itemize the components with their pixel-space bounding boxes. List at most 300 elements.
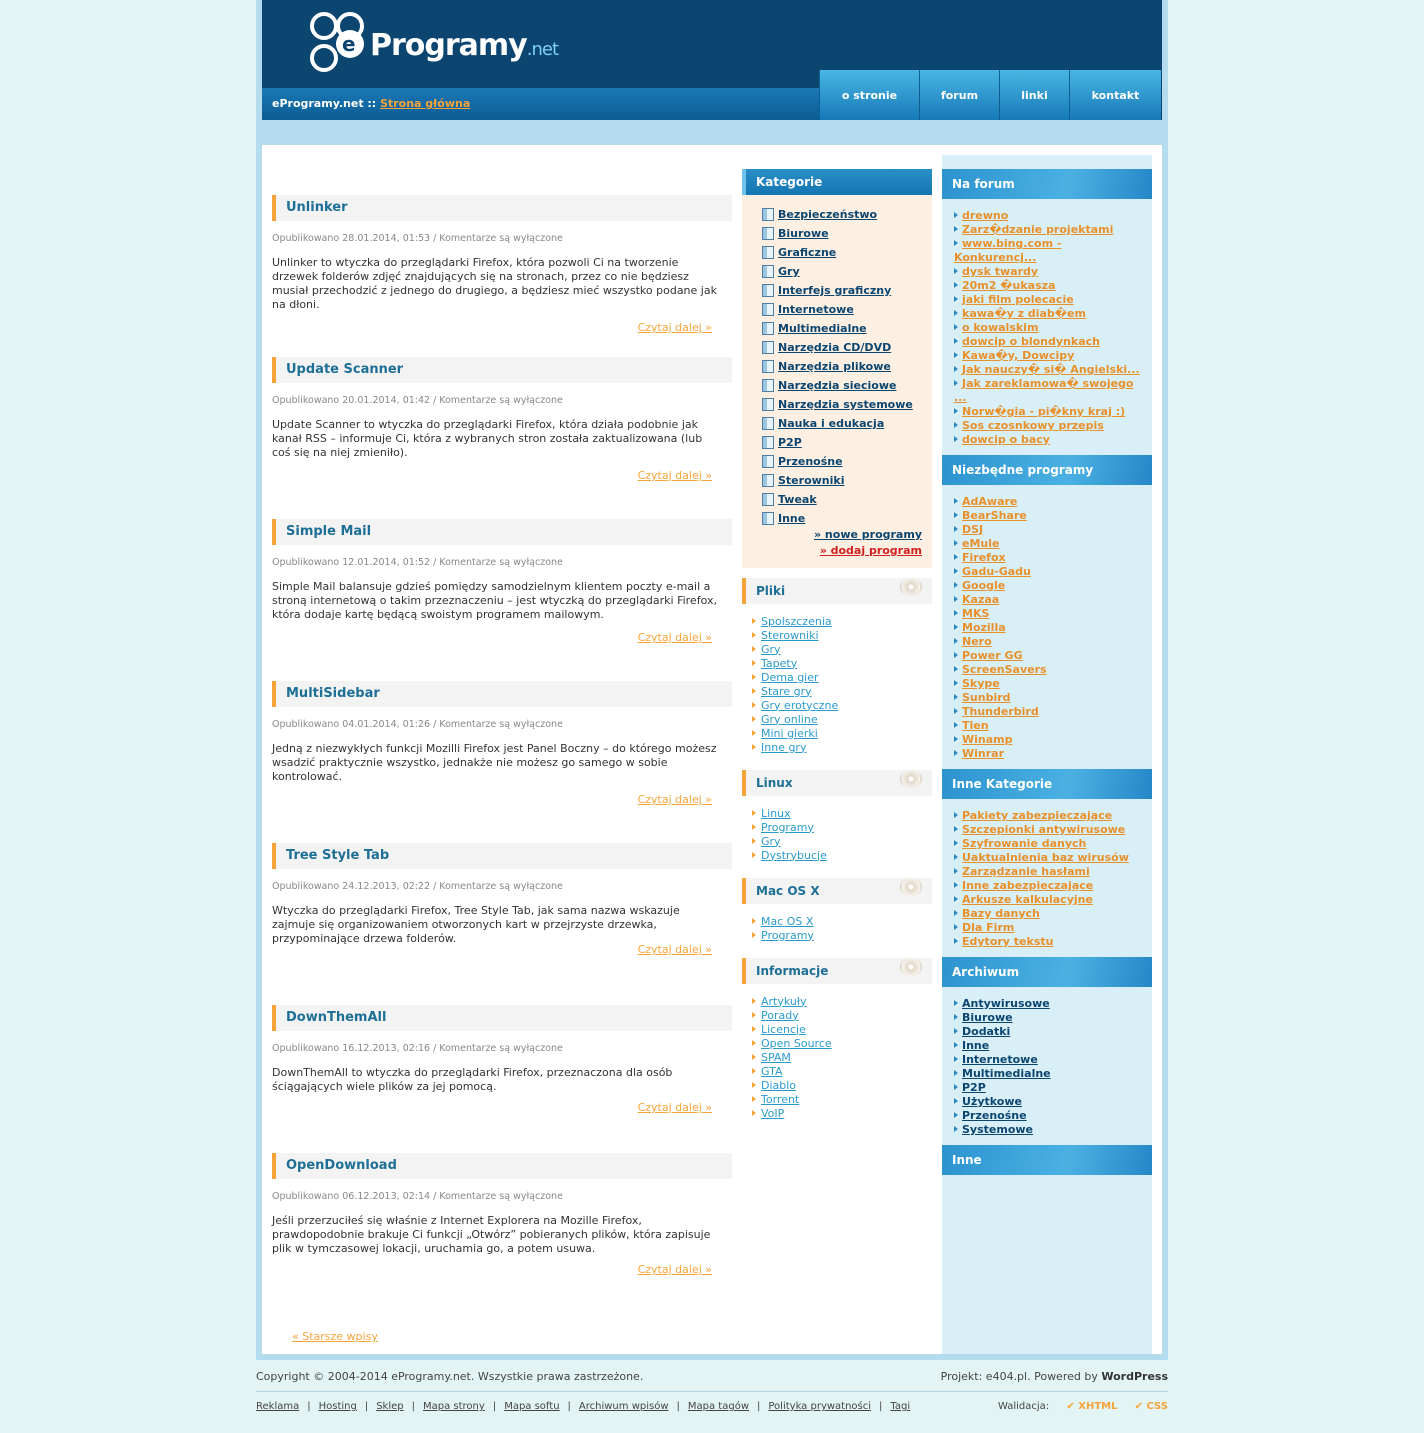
nav-kontakt[interactable]: kontakt (1069, 70, 1161, 120)
credit-text: Projekt: e404.pl. Powered by (940, 1370, 1098, 1383)
list-item (954, 1109, 1140, 1123)
sidebar-link[interactable]: Mozilla (962, 621, 1006, 634)
bullet-icon (954, 240, 958, 246)
mid-section-link[interactable]: SPAM (761, 1050, 791, 1064)
book-icon (762, 436, 774, 449)
read-more-link[interactable]: Czytaj dalej » (637, 793, 712, 806)
mid-section-link[interactable]: Open Source (761, 1036, 832, 1050)
book-icon (762, 474, 774, 487)
header (262, 0, 1162, 120)
category-item[interactable] (762, 414, 922, 433)
bullet-icon (954, 1084, 958, 1090)
breadcrumb-bar (262, 88, 819, 120)
mid-section-heading (742, 578, 932, 604)
nav-linki[interactable]: linki (999, 70, 1069, 120)
mid-section-title: Informacje (756, 964, 829, 978)
sidebar-link[interactable]: BearShare (962, 509, 1027, 522)
sidebar-link[interactable]: eMule (962, 537, 1000, 550)
bullet-icon (954, 582, 958, 588)
bullet-icon (752, 1026, 756, 1032)
sidebar-link[interactable]: Pakiety zabezpieczające (962, 809, 1113, 822)
category-item[interactable] (762, 243, 922, 262)
category-item[interactable] (762, 319, 922, 338)
sidebar-link[interactable]: Norw�gia - pi�kny kraj :) (962, 405, 1126, 418)
nav-forum[interactable]: forum (919, 70, 999, 120)
copyright: Copyright © 2004-2014 eProgramy.net. Wszystkie prawa zastrzeżone. (256, 1370, 644, 1383)
bullet-icon (752, 660, 756, 666)
bullet-icon (954, 1070, 958, 1076)
list-item (752, 698, 932, 712)
footer-link[interactable]: Sklep (376, 1401, 404, 1412)
mid-section-link[interactable]: Dema gier (761, 670, 819, 684)
mid-section-link[interactable]: Artykuły (761, 994, 807, 1008)
breadcrumb-site: eProgramy.net :: (272, 97, 377, 110)
cd-icon (900, 770, 922, 788)
bullet-icon (954, 268, 958, 274)
mid-section-link[interactable]: Porady (761, 1008, 799, 1022)
bullet-icon (752, 1054, 756, 1060)
list-item (954, 691, 1140, 705)
list-item (954, 921, 1140, 935)
category-item[interactable] (762, 395, 922, 414)
post-excerpt: DownThemAll to wtyczka do przeglądarki Firefox, przeznaczona dla osób ściągających wiele plików za jej pomocą. (272, 1066, 673, 1093)
css-badge[interactable]: ✔ CSS (1134, 1401, 1168, 1412)
sidebar-link[interactable]: Zarządzanie hasłami (962, 865, 1090, 878)
categories-box (742, 195, 932, 568)
bullet-icon (954, 366, 958, 372)
mid-section-link[interactable]: Programy (761, 928, 814, 942)
sidebar-link[interactable]: www.bing.com - Konkurencj... (954, 237, 1062, 264)
book-icon (762, 493, 774, 506)
category-item[interactable] (762, 224, 922, 243)
right-spacer (942, 155, 1152, 169)
list-item (954, 509, 1140, 523)
bullet-icon (954, 554, 958, 560)
sidebar-link[interactable]: jaki film polecacie (962, 293, 1074, 306)
post-title[interactable]: DownThemAll (272, 1005, 732, 1031)
category-item[interactable] (762, 452, 922, 471)
sidebar-link[interactable]: drewno (962, 209, 1009, 222)
category-link[interactable]: P2P (778, 436, 802, 449)
bullet-icon (954, 924, 958, 930)
post-meta: Opublikowano 12.01.2014, 01:52 / Komentarze są wyłączone (272, 557, 563, 568)
list-item (954, 635, 1140, 649)
bullet-icon (954, 736, 958, 742)
mid-section-link[interactable]: Torrent (761, 1092, 800, 1106)
sidebar-link[interactable]: Arkusze kalkulacyjne (962, 893, 1093, 906)
category-link[interactable]: Inne (778, 512, 806, 525)
bullet-icon (752, 852, 756, 858)
sidebar-link[interactable]: dowcip o blondynkach (962, 335, 1100, 348)
bullet-icon (954, 352, 958, 358)
bullet-icon (954, 1042, 958, 1048)
list-item (954, 823, 1140, 837)
sidebar-link[interactable]: Kawa�y, Dowcipy (962, 349, 1075, 362)
category-link[interactable]: Narzędzia plikowe (778, 360, 891, 373)
mid-section-link[interactable]: Gry online (761, 712, 818, 726)
footer-link[interactable]: Reklama (256, 1401, 300, 1412)
category-item[interactable] (762, 376, 922, 395)
sidebar-link[interactable]: Zarz�dzanie projektami (962, 223, 1114, 236)
category-link[interactable]: Tweak (778, 493, 817, 506)
sidebar-list (942, 799, 1152, 957)
bullet-icon (954, 1126, 958, 1132)
mid-section-link[interactable]: Inne gry (761, 740, 807, 754)
post-meta: Opublikowano 04.01.2014, 01:26 / Komentarze są wyłączone (272, 719, 563, 730)
category-item[interactable] (762, 262, 922, 281)
book-icon (762, 284, 774, 297)
sidebar-link[interactable]: Antywirusowe (962, 997, 1050, 1010)
sidebar-link[interactable]: P2P (962, 1081, 986, 1094)
post-meta: Opublikowano 24.12.2013, 02:22 / Komentarze są wyłączone (272, 881, 563, 892)
mid-section-link[interactable]: Gry erotyczne (761, 698, 839, 712)
list-item (954, 593, 1140, 607)
mid-section (742, 878, 932, 948)
category-link[interactable]: Sterowniki (778, 474, 845, 487)
list-item (954, 893, 1140, 907)
footer-link[interactable]: Hosting (318, 1401, 357, 1412)
add-program-link[interactable]: » dodaj program (819, 544, 922, 557)
category-item[interactable] (762, 471, 922, 490)
mid-section-link[interactable]: Sterowniki (761, 628, 819, 642)
category-item[interactable] (762, 490, 922, 509)
post-excerpt: Unlinker to wtyczka do przeglądarki Firefox, która pozwoli Ci na tworzenie drzewek folderów zdjęć znajdujących się na stronach, przez co nie będziesz musiał przechodzić z jednego do drugiego, a będziesz mieć wszystko podane jak na dłoni. (272, 256, 717, 311)
bullet-icon (954, 408, 958, 414)
read-more-link[interactable]: Czytaj dalej » (637, 943, 712, 956)
mid-section-list (742, 904, 932, 948)
read-more-link[interactable]: Czytaj dalej » (637, 321, 712, 334)
list-item (752, 914, 932, 928)
mid-section-link[interactable]: Gry (761, 642, 781, 656)
mid-section-list (742, 796, 932, 868)
post (272, 843, 732, 1005)
bullet-icon (752, 824, 756, 830)
list-item (954, 621, 1140, 635)
bullet-icon (954, 624, 958, 630)
list-item (752, 1106, 932, 1120)
sidebar-heading: Na forum (942, 169, 1152, 199)
book-icon (762, 322, 774, 335)
sidebar-link[interactable]: Jak zareklamowa� swojego ... (954, 377, 1134, 404)
sidebar-link[interactable]: Tlen (962, 719, 989, 732)
mid-section-list (742, 984, 932, 1126)
category-item[interactable] (762, 357, 922, 376)
sidebar-link[interactable]: Thunderbird (962, 705, 1039, 718)
sidebar-link[interactable]: Jak nauczy� si� Angielski... (962, 363, 1140, 376)
category-link[interactable]: Nauka i edukacja (778, 417, 885, 430)
mid-section-link[interactable]: Programy (761, 820, 814, 834)
list-item (954, 663, 1140, 677)
footer-separator: | (567, 1401, 571, 1412)
sidebar-link[interactable]: dowcip o bacy (962, 433, 1050, 446)
mid-section-link[interactable]: Mac OS X (761, 914, 814, 928)
mid-section (742, 578, 932, 760)
category-item[interactable] (762, 205, 922, 224)
bullet-icon (954, 680, 958, 686)
mid-section-link[interactable]: Mini gierki (761, 726, 818, 740)
footer-separator: | (411, 1401, 415, 1412)
read-more-link[interactable]: Czytaj dalej » (637, 1101, 712, 1114)
list-item (954, 307, 1140, 321)
book-icon (762, 227, 774, 240)
list-item (954, 209, 1140, 223)
bullet-icon (954, 296, 958, 302)
list-item (752, 1064, 932, 1078)
sidebar-link[interactable]: Dla Firm (962, 921, 1015, 934)
bullet-icon (752, 674, 756, 680)
category-item[interactable] (762, 338, 922, 357)
post-title[interactable]: Tree Style Tab (272, 843, 732, 869)
mid-section-heading (742, 958, 932, 984)
category-item[interactable] (762, 281, 922, 300)
category-link[interactable]: Narzędzia systemowe (778, 398, 913, 411)
mid-section-link[interactable]: Spolszczenia (761, 614, 832, 628)
post-excerpt: Update Scanner to wtyczka do przeglądarki Firefox, która działa podobnie jak kanał RSS – informuje Ci, która z wybranych stron została zaktualizowana (lub coś się na niej zmieniło). (272, 418, 703, 459)
post-title[interactable]: MultiSidebar (272, 681, 732, 707)
bullet-icon (954, 826, 958, 832)
sidebar-link[interactable]: AdAware (962, 495, 1018, 508)
sidebar-link[interactable]: Edytory tekstu (962, 935, 1054, 948)
post-meta: Opublikowano 06.12.2013, 02:14 / Komentarze są wyłączone (272, 1191, 563, 1202)
list-item (954, 677, 1140, 691)
xhtml-badge[interactable]: ✔ XHTML (1066, 1401, 1118, 1412)
nav-o-stronie[interactable]: o stronie (819, 70, 919, 120)
bullet-icon (752, 932, 756, 938)
bullet-icon (954, 422, 958, 428)
post-excerpt: Simple Mail balansuje gdzieś pomiędzy samodzielnym klientem poczty e-mail a stroną internetową o takim przeznaczeniu – jest wtyczką do przeglądarki Firefox, która dodaje kartę będącą swoistym programem mailowym. (272, 580, 717, 621)
list-item (752, 628, 932, 642)
wordpress-link[interactable]: WordPress (1101, 1370, 1168, 1383)
bullet-icon (954, 638, 958, 644)
category-link[interactable]: Biurowe (778, 227, 829, 240)
sidebar-link[interactable]: Użytkowe (962, 1095, 1022, 1108)
footer-link[interactable]: Mapa softu (504, 1401, 560, 1412)
bullet-icon (954, 854, 958, 860)
sidebar-link[interactable]: DSJ (962, 523, 984, 536)
sidebar-link[interactable]: Skype (962, 677, 1000, 690)
list-item (752, 712, 932, 726)
bullet-icon (954, 596, 958, 602)
bullet-icon (954, 436, 958, 442)
bullet-icon (954, 896, 958, 902)
post (272, 519, 732, 681)
sidebar-link[interactable]: Szczepionki antywirusowe (962, 823, 1126, 836)
list-item (954, 997, 1140, 1011)
read-more-link[interactable]: Czytaj dalej » (637, 469, 712, 482)
footer-link[interactable]: Tagi (890, 1401, 911, 1412)
list-item (954, 1025, 1140, 1039)
post-excerpt: Jedną z niezwykłych funkcji Mozilli Firefox jest Panel Boczny – do którego możesz wsadzić praktycznie wszystko, jednakże nie możesz go samego w sobie kontrolować. (272, 742, 717, 783)
middle-column (742, 169, 932, 1126)
sidebar-link[interactable]: Bazy danych (962, 907, 1040, 920)
sidebar-link[interactable]: Winamp (962, 733, 1013, 746)
category-item[interactable] (762, 509, 922, 528)
new-programs-row (762, 528, 922, 544)
bullet-icon (752, 716, 756, 722)
sidebar-link[interactable]: o kowalskim (962, 321, 1039, 334)
sidebar-link[interactable]: Multimedialne (962, 1067, 1051, 1080)
mid-section-link[interactable]: GTA (761, 1064, 783, 1078)
list-item (954, 579, 1140, 593)
category-item[interactable] (762, 300, 922, 319)
list-item (954, 433, 1140, 447)
footer-link[interactable]: Mapa strony (423, 1401, 485, 1412)
category-link[interactable]: Internetowe (778, 303, 854, 316)
category-link[interactable]: Interfejs graficzny (778, 284, 892, 297)
bullet-icon (954, 910, 958, 916)
sidebar-link[interactable]: MKS (962, 607, 990, 620)
sidebar-link[interactable]: Dodatki (962, 1025, 1011, 1038)
sidebar-link[interactable]: ScreenSavers (962, 663, 1047, 676)
bullet-icon (752, 838, 756, 844)
main-nav (819, 70, 1161, 120)
sidebar-link[interactable]: Power GG (962, 649, 1023, 662)
list-item (752, 834, 932, 848)
sidebar-link[interactable]: Internetowe (962, 1053, 1038, 1066)
sidebar-link[interactable]: Kazaa (962, 593, 1000, 606)
mid-section-link[interactable]: Tapety (761, 656, 798, 670)
book-icon (762, 265, 774, 278)
list-item (954, 1123, 1140, 1137)
read-more-link[interactable]: Czytaj dalej » (637, 1263, 712, 1276)
sidebar-link[interactable]: dysk twardy (962, 265, 1039, 278)
category-item[interactable] (762, 433, 922, 452)
list-item (752, 928, 932, 942)
bullet-icon (954, 526, 958, 532)
bullet-icon (954, 512, 958, 518)
footer-separator: | (307, 1401, 311, 1412)
list-item (752, 614, 932, 628)
mid-section-link[interactable]: Licencje (761, 1022, 806, 1036)
mid-section-title: Linux (756, 776, 793, 790)
sidebar-list (942, 987, 1152, 1145)
cd-icon (900, 878, 922, 896)
footer-divider (256, 1391, 1168, 1392)
sidebar-link[interactable]: Biurowe (962, 1011, 1013, 1024)
post (272, 1153, 732, 1315)
category-link[interactable]: Bezpieczeństwo (778, 208, 878, 221)
book-icon (762, 208, 774, 221)
post-excerpt: Jeśli przerzuciłeś się właśnie z Internet Explorera na Mozille Firefox, prawdopodobnie brakuje Ci funkcji „Otwórz” pobieranych plików, która zapisuje plik w tymczasowej lokacji, uruchamia go, a potem usuwa. (272, 1214, 711, 1255)
validation (998, 1401, 1168, 1412)
bullet-icon (954, 568, 958, 574)
category-link[interactable]: Multimedialne (778, 322, 867, 335)
category-link[interactable]: Narzędzia sieciowe (778, 379, 897, 392)
sidebar-link[interactable]: Google (962, 579, 1006, 592)
category-link[interactable]: Gry (778, 265, 800, 278)
sidebar-heading: Archiwum (942, 957, 1152, 987)
bullet-icon (752, 730, 756, 736)
sidebar-link[interactable]: Szyfrowanie danych (962, 837, 1087, 850)
list-item (752, 670, 932, 684)
sidebar-link[interactable]: Uaktualnienia baz wirusów (962, 851, 1129, 864)
bullet-icon (954, 212, 958, 218)
book-icon (762, 512, 774, 525)
new-programs-link[interactable]: » nowe programy (814, 528, 922, 541)
footer-link[interactable]: Archiwum wpisów (578, 1401, 669, 1412)
mid-section-link[interactable]: Stare gry (761, 684, 812, 698)
bullet-icon (954, 310, 958, 316)
post-title[interactable]: Unlinker (272, 195, 732, 221)
site-logo[interactable] (302, 10, 602, 80)
bullet-icon (752, 744, 756, 750)
category-link[interactable]: Narzędzia CD/DVD (778, 341, 892, 354)
bullet-icon (752, 632, 756, 638)
sidebar-link[interactable]: Przenośne (962, 1109, 1027, 1122)
list-item (954, 565, 1140, 579)
sidebar-link[interactable]: Gadu-Gadu (962, 565, 1031, 578)
sidebar-link[interactable]: Sunbird (962, 691, 1011, 704)
list-item (954, 851, 1140, 865)
bullet-icon (954, 1028, 958, 1034)
bullet-icon (752, 810, 756, 816)
mid-section-heading (742, 770, 932, 796)
footer-link[interactable]: Polityka prywatności (768, 1401, 872, 1412)
sidebar-link[interactable]: Winrar (962, 747, 1005, 760)
category-link[interactable]: Graficzne (778, 246, 837, 259)
read-more-link[interactable]: Czytaj dalej » (637, 631, 712, 644)
bullet-icon (954, 610, 958, 616)
bullet-icon (954, 324, 958, 330)
post-title[interactable]: OpenDownload (272, 1153, 732, 1179)
sidebar-link[interactable]: Systemowe (962, 1123, 1034, 1136)
book-icon (762, 379, 774, 392)
book-icon (762, 246, 774, 259)
bullet-icon (954, 1098, 958, 1104)
sidebar-link[interactable]: 20m2 �ukasza (962, 279, 1056, 292)
bullet-icon (752, 998, 756, 1004)
post-title[interactable]: Update Scanner (272, 357, 732, 383)
list-item (954, 935, 1140, 949)
list-item (954, 265, 1140, 279)
older-posts-link[interactable]: « Starsze wpisy (292, 1330, 378, 1343)
mid-section-heading (742, 878, 932, 904)
mid-section-link[interactable]: VoIP (761, 1106, 785, 1120)
sidebar-link[interactable]: Sos czosnkowy przepis (962, 419, 1104, 432)
posts-column (272, 195, 732, 1315)
sidebar-link[interactable]: Firefox (962, 551, 1006, 564)
book-icon (762, 398, 774, 411)
sidebar-link[interactable]: kawa�y z diab�em (962, 307, 1086, 320)
page-wrapper (256, 0, 1168, 1360)
list-item (954, 1067, 1140, 1081)
breadcrumb (272, 97, 470, 110)
list-item (954, 523, 1140, 537)
category-link[interactable]: Przenośne (778, 455, 843, 468)
list-item (954, 1039, 1140, 1053)
mid-section-link[interactable]: Linux (761, 806, 791, 820)
post (272, 357, 732, 519)
bullet-icon (954, 1014, 958, 1020)
bullet-icon (954, 882, 958, 888)
list-item (954, 419, 1140, 433)
mid-section-link[interactable]: Gry (761, 834, 781, 848)
mid-section-link[interactable]: Dystrybucje (761, 848, 827, 862)
footer-links (256, 1401, 910, 1412)
sidebar-link[interactable]: Inne zabezpieczające (962, 879, 1094, 892)
sidebar-link[interactable]: Nero (962, 635, 992, 648)
list-item (954, 279, 1140, 293)
breadcrumb-home-link[interactable]: Strona główna (380, 97, 471, 110)
mid-section-link[interactable]: Diablo (761, 1078, 797, 1092)
sidebar-link[interactable]: Inne (962, 1039, 990, 1052)
content-area (262, 145, 1162, 1354)
footer-link[interactable]: Mapa tagów (687, 1401, 749, 1412)
list-item (954, 907, 1140, 921)
bullet-icon (954, 540, 958, 546)
post-title[interactable]: Simple Mail (272, 519, 732, 545)
list-item (954, 865, 1140, 879)
